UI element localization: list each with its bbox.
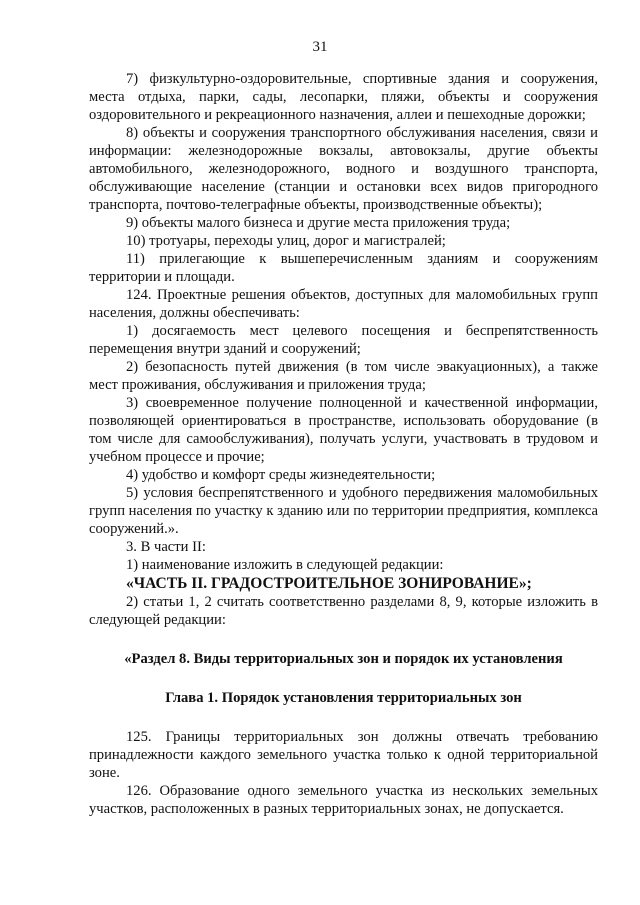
list-item: 11) прилегающие к вышеперечисленным зданиям и сооружениям территории и площади. <box>89 251 598 285</box>
clause-124-intro: 124. Проектные решения объектов, доступных для маломобильных групп населения, должны обеспечивать: <box>89 287 598 321</box>
chapter-heading: Глава 1. Порядок установления территориальных зон <box>165 690 522 706</box>
list-item: 10) тротуары, переходы улиц, дорог и магистралей; <box>126 233 446 249</box>
list-item: 7) физкультурно-оздоровительные, спортивные здания и сооружения, места отдыха, парки, сады, лесопарки, пляжи, объекты и сооружения оздоровительного и рекреационного назначения, аллеи и пешеходные дорожки; <box>89 71 598 123</box>
clause-126: 126. Образование одного земельного участка из нескольких земельных участков, расположенных в разных территориальных зонах, не допускается. <box>89 783 598 817</box>
section-heading: «Раздел 8. Виды территориальных зон и порядок их установления <box>124 651 563 667</box>
amendment-point: 3. В части II: <box>126 539 206 555</box>
list-item: 9) объекты малого бизнеса и другие места приложения труда; <box>126 215 511 231</box>
amendment-subitem: 2) статьи 1, 2 считать соответственно разделами 8, 9, которые изложить в следующей редакции: <box>89 594 598 628</box>
list-item: 3) своевременное получение полноценной и качественной информации, позволяющей ориентироваться в пространстве, использовать оборудование (в том числе для самообслуживания), получать услуги, участвовать в трудовом и учебном процессе и прочие; <box>89 395 598 465</box>
list-item: 2) безопасность путей движения (в том числе эвакуационных), а также мест проживания, обслуживания и приложения труда; <box>89 359 598 393</box>
clause-125: 125. Границы территориальных зон должны отвечать требованию принадлежности каждого земельного участка только к одной территориальной зоне. <box>89 729 598 781</box>
part-title: «ЧАСТЬ II. ГРАДОСТРОИТЕЛЬНОЕ ЗОНИРОВАНИЕ»; <box>126 575 532 592</box>
list-item: 8) объекты и сооружения транспортного обслуживания населения, связи и информации: железнодорожные вокзалы, автовокзалы, другие объекты автомобильного, железнодорожного, водного и воздушного транспорта, обслуживающие население (станции и остановки всех видов пригородного транспорта, почтово-телеграфные объекты, производственные объекты); <box>89 125 598 213</box>
list-item: 1) досягаемость мест целевого посещения и беспрепятственность перемещения внутри зданий и сооружений; <box>89 323 598 357</box>
list-item: 4) удобство и комфорт среды жизнедеятельности; <box>126 467 436 483</box>
page-number: 31 <box>312 39 328 55</box>
document-body <box>89 70 598 818</box>
amendment-subitem: 1) наименование изложить в следующей редакции: <box>126 557 444 573</box>
list-item: 5) условия беспрепятственного и удобного передвижения маломобильных групп населения по участку к зданию или по территории предприятия, комплекса сооружений.». <box>89 485 598 537</box>
